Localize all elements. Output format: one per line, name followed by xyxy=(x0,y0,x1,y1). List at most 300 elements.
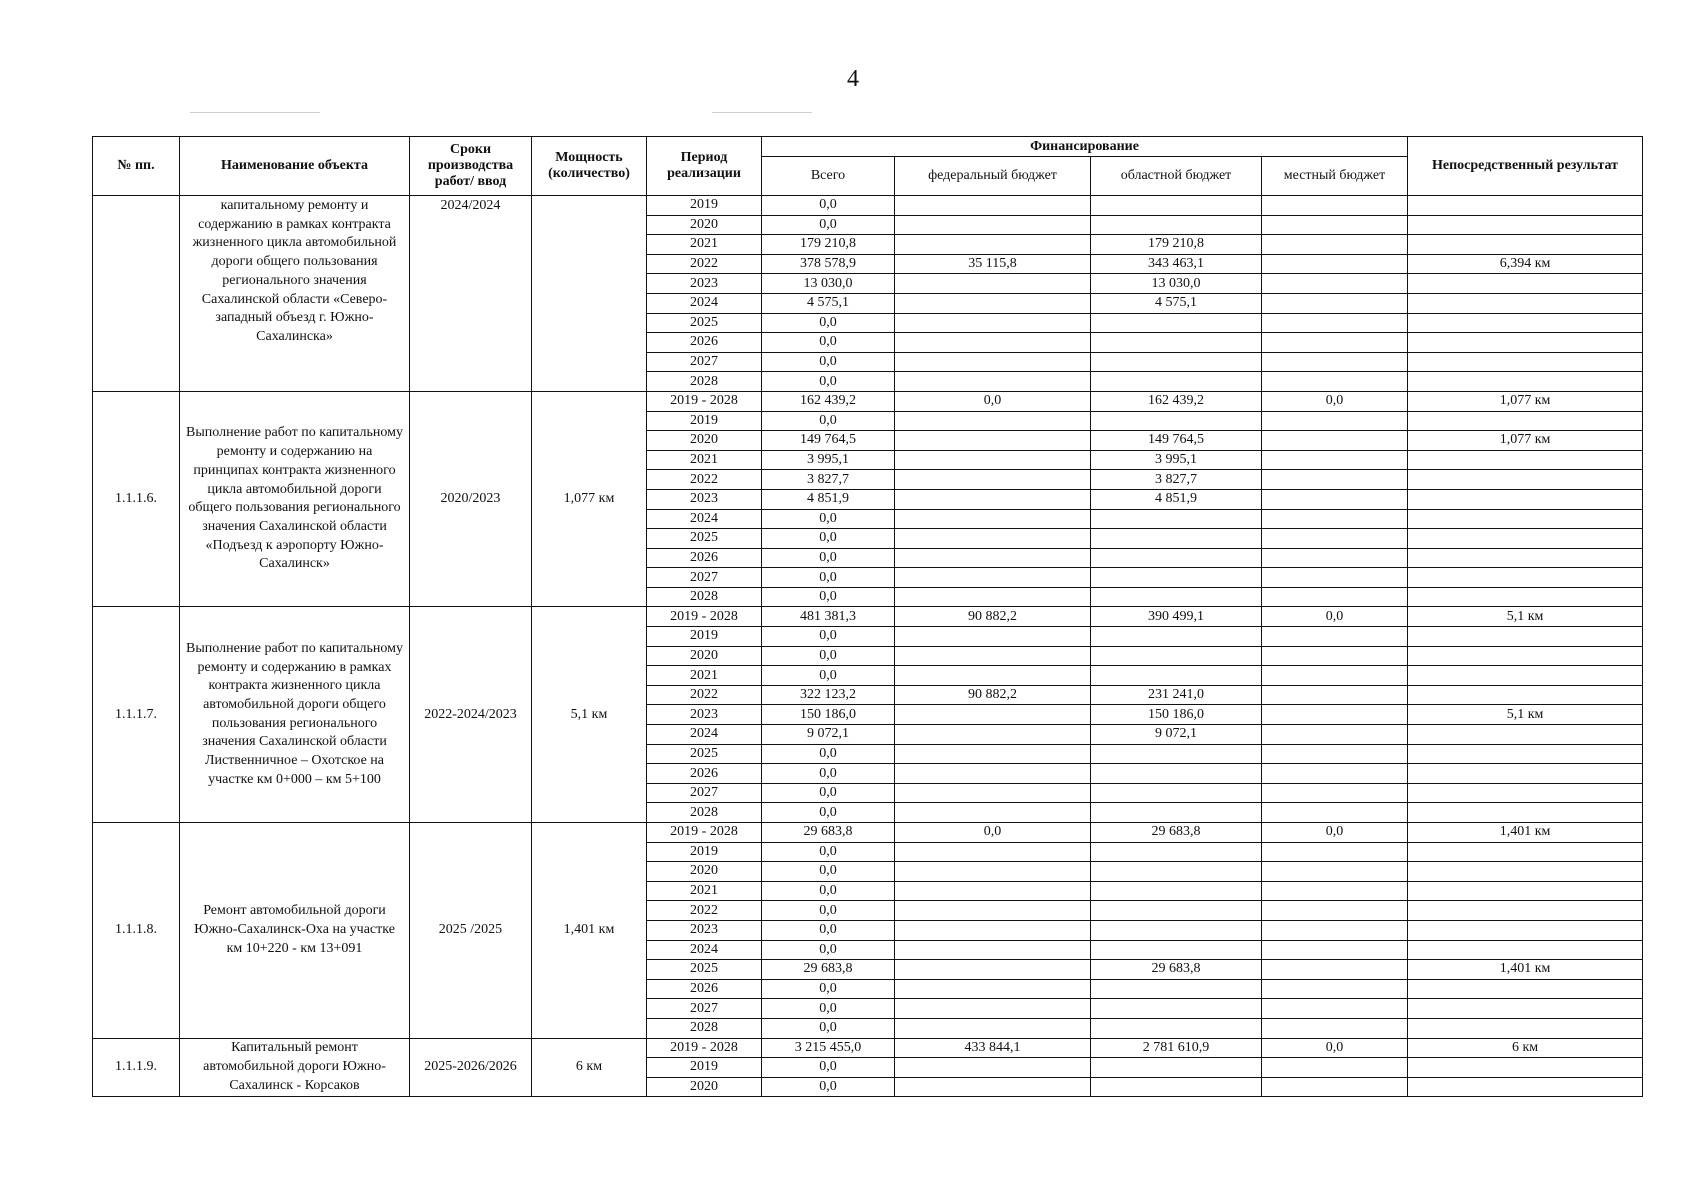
cell-period: 2024 xyxy=(647,293,762,313)
object-number: 1.1.1.6. xyxy=(93,391,180,607)
cell-federal xyxy=(895,901,1091,921)
cell-regional xyxy=(1091,764,1262,784)
cell-regional: 2 781 610,9 xyxy=(1091,1038,1262,1058)
cell-local xyxy=(1262,627,1408,647)
cell-result: 1,077 км xyxy=(1408,431,1643,451)
cell-result xyxy=(1408,627,1643,647)
page-number: 4 xyxy=(847,66,859,92)
cell-period: 2028 xyxy=(647,803,762,823)
cell-regional xyxy=(1091,881,1262,901)
cell-period: 2022 xyxy=(647,254,762,274)
cell-total: 0,0 xyxy=(762,862,895,882)
cell-total: 3 215 455,0 xyxy=(762,1038,895,1058)
cell-regional xyxy=(1091,842,1262,862)
cell-total: 0,0 xyxy=(762,411,895,431)
cell-total: 0,0 xyxy=(762,979,895,999)
cell-period: 2019 xyxy=(647,411,762,431)
object-capacity: 6 км xyxy=(532,1038,647,1097)
cell-federal xyxy=(895,744,1091,764)
scan-artifact-line xyxy=(712,112,812,113)
cell-regional xyxy=(1091,646,1262,666)
cell-result xyxy=(1408,920,1643,940)
cell-period: 2027 xyxy=(647,352,762,372)
cell-regional xyxy=(1091,862,1262,882)
cell-federal xyxy=(895,920,1091,940)
cell-period: 2020 xyxy=(647,1077,762,1097)
cell-result: 1,401 км xyxy=(1408,960,1643,980)
cell-local xyxy=(1262,1077,1408,1097)
cell-federal xyxy=(895,450,1091,470)
cell-result xyxy=(1408,372,1643,392)
cell-regional: 4 575,1 xyxy=(1091,293,1262,313)
header-regional: областной бюджет xyxy=(1091,157,1262,196)
cell-regional xyxy=(1091,940,1262,960)
cell-regional xyxy=(1091,548,1262,568)
cell-federal xyxy=(895,411,1091,431)
cell-local xyxy=(1262,372,1408,392)
cell-result: 5,1 км xyxy=(1408,705,1643,725)
cell-federal: 0,0 xyxy=(895,391,1091,411)
cell-total: 378 578,9 xyxy=(762,254,895,274)
cell-local xyxy=(1262,470,1408,490)
cell-total: 0,0 xyxy=(762,940,895,960)
cell-local xyxy=(1262,999,1408,1019)
cell-regional xyxy=(1091,783,1262,803)
header-local: местный бюджет xyxy=(1262,157,1408,196)
cell-result xyxy=(1408,1058,1643,1078)
cell-federal xyxy=(895,293,1091,313)
table-row xyxy=(93,1038,1643,1058)
cell-result xyxy=(1408,548,1643,568)
object-name: Выполнение работ по капитальному ремонту и содержанию на принципах контракта жизненного цикла автомобильной дороги общего пользования регионального значения Сахалинской области «Подъезд к аэропорту Южно-Сахалинск» xyxy=(180,391,410,607)
cell-regional xyxy=(1091,666,1262,686)
cell-federal xyxy=(895,627,1091,647)
cell-federal xyxy=(895,1018,1091,1038)
cell-federal xyxy=(895,333,1091,353)
cell-regional: 29 683,8 xyxy=(1091,960,1262,980)
cell-federal xyxy=(895,842,1091,862)
cell-total: 162 439,2 xyxy=(762,391,895,411)
cell-regional xyxy=(1091,529,1262,549)
cell-result xyxy=(1408,999,1643,1019)
cell-regional xyxy=(1091,1058,1262,1078)
header-total: Всего xyxy=(762,157,895,196)
cell-regional xyxy=(1091,509,1262,529)
cell-period: 2027 xyxy=(647,999,762,1019)
cell-result xyxy=(1408,1018,1643,1038)
cell-result: 6 км xyxy=(1408,1038,1643,1058)
cell-result xyxy=(1408,509,1643,529)
cell-local xyxy=(1262,254,1408,274)
cell-period: 2023 xyxy=(647,705,762,725)
cell-period: 2021 xyxy=(647,235,762,255)
cell-period: 2021 xyxy=(647,450,762,470)
header-federal: федеральный бюджет xyxy=(895,157,1091,196)
cell-period: 2019 xyxy=(647,196,762,216)
cell-local xyxy=(1262,842,1408,862)
cell-result xyxy=(1408,862,1643,882)
cell-regional xyxy=(1091,1018,1262,1038)
cell-local xyxy=(1262,920,1408,940)
cell-total: 0,0 xyxy=(762,999,895,1019)
cell-period: 2026 xyxy=(647,979,762,999)
cell-federal xyxy=(895,999,1091,1019)
cell-local xyxy=(1262,235,1408,255)
object-terms: 2020/2023 xyxy=(410,391,532,607)
cell-local xyxy=(1262,274,1408,294)
cell-period: 2026 xyxy=(647,764,762,784)
cell-period: 2023 xyxy=(647,489,762,509)
object-number xyxy=(93,196,180,392)
cell-result xyxy=(1408,450,1643,470)
cell-local xyxy=(1262,646,1408,666)
cell-local xyxy=(1262,725,1408,745)
cell-total: 0,0 xyxy=(762,548,895,568)
cell-result xyxy=(1408,783,1643,803)
cell-period: 2027 xyxy=(647,568,762,588)
cell-regional xyxy=(1091,920,1262,940)
cell-local: 0,0 xyxy=(1262,1038,1408,1058)
cell-total: 0,0 xyxy=(762,764,895,784)
cell-federal xyxy=(895,783,1091,803)
cell-regional: 3 827,7 xyxy=(1091,470,1262,490)
object-terms: 2025-2026/2026 xyxy=(410,1038,532,1097)
object-name: Капитальный ремонт автомобильной дороги Южно-Сахалинск - Корсаков xyxy=(180,1038,410,1097)
cell-regional: 390 499,1 xyxy=(1091,607,1262,627)
cell-local: 0,0 xyxy=(1262,607,1408,627)
cell-local xyxy=(1262,313,1408,333)
table-body xyxy=(93,196,1643,1097)
cell-result xyxy=(1408,333,1643,353)
cell-local xyxy=(1262,1018,1408,1038)
object-terms: 2022-2024/2023 xyxy=(410,607,532,823)
object-capacity: 1,077 км xyxy=(532,391,647,607)
cell-local xyxy=(1262,960,1408,980)
object-name: Ремонт автомобильной дороги Южно-Сахалинск-Оха на участке км 10+220 - км 13+091 xyxy=(180,823,410,1039)
cell-total: 0,0 xyxy=(762,1058,895,1078)
cell-period: 2022 xyxy=(647,470,762,490)
cell-regional: 4 851,9 xyxy=(1091,489,1262,509)
cell-period: 2020 xyxy=(647,431,762,451)
cell-local xyxy=(1262,548,1408,568)
cell-regional xyxy=(1091,999,1262,1019)
cell-total: 150 186,0 xyxy=(762,705,895,725)
cell-local xyxy=(1262,803,1408,823)
cell-result xyxy=(1408,1077,1643,1097)
cell-result xyxy=(1408,940,1643,960)
cell-result xyxy=(1408,881,1643,901)
cell-local xyxy=(1262,901,1408,921)
cell-period: 2025 xyxy=(647,744,762,764)
cell-total: 179 210,8 xyxy=(762,235,895,255)
object-capacity: 1,401 км xyxy=(532,823,647,1039)
cell-period: 2025 xyxy=(647,960,762,980)
cell-total: 4 851,9 xyxy=(762,489,895,509)
table-row xyxy=(93,607,1643,627)
cell-result xyxy=(1408,901,1643,921)
cell-regional xyxy=(1091,587,1262,607)
cell-federal xyxy=(895,235,1091,255)
cell-period: 2019 xyxy=(647,627,762,647)
cell-regional xyxy=(1091,803,1262,823)
cell-federal: 433 844,1 xyxy=(895,1038,1091,1058)
cell-federal xyxy=(895,470,1091,490)
cell-period: 2025 xyxy=(647,313,762,333)
cell-total: 0,0 xyxy=(762,333,895,353)
cell-result xyxy=(1408,352,1643,372)
cell-total: 3 827,7 xyxy=(762,470,895,490)
cell-result xyxy=(1408,274,1643,294)
cell-federal xyxy=(895,764,1091,784)
cell-total: 0,0 xyxy=(762,627,895,647)
cell-total: 0,0 xyxy=(762,803,895,823)
cell-result xyxy=(1408,529,1643,549)
cell-period: 2019 - 2028 xyxy=(647,823,762,843)
cell-result xyxy=(1408,587,1643,607)
cell-local xyxy=(1262,333,1408,353)
cell-period: 2022 xyxy=(647,685,762,705)
cell-result xyxy=(1408,489,1643,509)
cell-total: 322 123,2 xyxy=(762,685,895,705)
scan-artifact-line xyxy=(190,112,320,113)
cell-period: 2028 xyxy=(647,372,762,392)
cell-regional xyxy=(1091,372,1262,392)
cell-regional xyxy=(1091,627,1262,647)
cell-regional: 343 463,1 xyxy=(1091,254,1262,274)
cell-total: 9 072,1 xyxy=(762,725,895,745)
cell-local: 0,0 xyxy=(1262,823,1408,843)
cell-local xyxy=(1262,764,1408,784)
cell-period: 2019 - 2028 xyxy=(647,607,762,627)
header-period: Период реализации xyxy=(647,137,762,196)
cell-total: 0,0 xyxy=(762,842,895,862)
cell-result xyxy=(1408,842,1643,862)
cell-federal: 90 882,2 xyxy=(895,685,1091,705)
object-name: капитальному ремонту и содержанию в рамках контракта жизненного цикла автомобильной дороги общего пользования регионального значения Сахалинской области «Северо-западный объезд г. Южно-Сахалинска» xyxy=(180,196,410,392)
object-number: 1.1.1.8. xyxy=(93,823,180,1039)
cell-period: 2024 xyxy=(647,940,762,960)
cell-regional xyxy=(1091,196,1262,216)
cell-federal xyxy=(895,881,1091,901)
cell-result xyxy=(1408,725,1643,745)
cell-regional: 9 072,1 xyxy=(1091,725,1262,745)
cell-regional xyxy=(1091,333,1262,353)
cell-federal xyxy=(895,431,1091,451)
object-number: 1.1.1.9. xyxy=(93,1038,180,1097)
cell-total: 13 030,0 xyxy=(762,274,895,294)
header-num: № пп. xyxy=(93,137,180,196)
cell-result: 5,1 км xyxy=(1408,607,1643,627)
header-result: Непосредственный результат xyxy=(1408,137,1643,196)
cell-total: 0,0 xyxy=(762,587,895,607)
cell-local: 0,0 xyxy=(1262,391,1408,411)
cell-regional: 162 439,2 xyxy=(1091,391,1262,411)
cell-total: 0,0 xyxy=(762,1077,895,1097)
cell-total: 0,0 xyxy=(762,568,895,588)
cell-federal xyxy=(895,587,1091,607)
header-financing: Финансирование xyxy=(762,137,1408,157)
cell-federal xyxy=(895,725,1091,745)
cell-local xyxy=(1262,215,1408,235)
cell-period: 2028 xyxy=(647,1018,762,1038)
cell-period: 2024 xyxy=(647,725,762,745)
cell-regional xyxy=(1091,313,1262,333)
cell-regional: 13 030,0 xyxy=(1091,274,1262,294)
cell-federal xyxy=(895,352,1091,372)
cell-total: 0,0 xyxy=(762,313,895,333)
cell-result: 1,401 км xyxy=(1408,823,1643,843)
table-row xyxy=(93,391,1643,411)
cell-federal xyxy=(895,666,1091,686)
cell-regional xyxy=(1091,352,1262,372)
header-capacity: Мощность (количество) xyxy=(532,137,647,196)
cell-federal xyxy=(895,940,1091,960)
cell-regional xyxy=(1091,411,1262,431)
cell-result xyxy=(1408,979,1643,999)
cell-total: 0,0 xyxy=(762,646,895,666)
cell-regional: 29 683,8 xyxy=(1091,823,1262,843)
cell-result xyxy=(1408,293,1643,313)
cell-regional xyxy=(1091,568,1262,588)
cell-local xyxy=(1262,940,1408,960)
cell-result xyxy=(1408,196,1643,216)
cell-result xyxy=(1408,646,1643,666)
cell-local xyxy=(1262,509,1408,529)
cell-federal xyxy=(895,489,1091,509)
cell-period: 2026 xyxy=(647,548,762,568)
cell-period: 2020 xyxy=(647,215,762,235)
cell-total: 149 764,5 xyxy=(762,431,895,451)
cell-period: 2028 xyxy=(647,587,762,607)
cell-total: 0,0 xyxy=(762,901,895,921)
cell-federal xyxy=(895,803,1091,823)
cell-local xyxy=(1262,1058,1408,1078)
cell-regional: 149 764,5 xyxy=(1091,431,1262,451)
cell-local xyxy=(1262,979,1408,999)
cell-total: 0,0 xyxy=(762,372,895,392)
cell-total: 29 683,8 xyxy=(762,823,895,843)
cell-federal xyxy=(895,372,1091,392)
cell-regional: 179 210,8 xyxy=(1091,235,1262,255)
cell-period: 2027 xyxy=(647,783,762,803)
cell-period: 2023 xyxy=(647,920,762,940)
cell-local xyxy=(1262,705,1408,725)
cell-regional xyxy=(1091,215,1262,235)
cell-total: 3 995,1 xyxy=(762,450,895,470)
cell-federal xyxy=(895,960,1091,980)
cell-federal xyxy=(895,313,1091,333)
cell-federal xyxy=(895,196,1091,216)
cell-federal xyxy=(895,509,1091,529)
cell-total: 0,0 xyxy=(762,352,895,372)
cell-local xyxy=(1262,529,1408,549)
cell-total: 0,0 xyxy=(762,215,895,235)
cell-local xyxy=(1262,411,1408,431)
financing-table xyxy=(92,136,1643,1097)
cell-result xyxy=(1408,568,1643,588)
cell-period: 2021 xyxy=(647,881,762,901)
cell-period: 2019 xyxy=(647,1058,762,1078)
cell-federal: 90 882,2 xyxy=(895,607,1091,627)
cell-local xyxy=(1262,431,1408,451)
cell-federal xyxy=(895,548,1091,568)
cell-regional xyxy=(1091,744,1262,764)
cell-total: 0,0 xyxy=(762,881,895,901)
cell-period: 2026 xyxy=(647,333,762,353)
cell-regional: 150 186,0 xyxy=(1091,705,1262,725)
cell-local xyxy=(1262,352,1408,372)
cell-period: 2025 xyxy=(647,529,762,549)
cell-regional xyxy=(1091,901,1262,921)
cell-result xyxy=(1408,685,1643,705)
cell-result xyxy=(1408,215,1643,235)
cell-result xyxy=(1408,803,1643,823)
cell-result xyxy=(1408,411,1643,431)
cell-regional: 3 995,1 xyxy=(1091,450,1262,470)
cell-local xyxy=(1262,783,1408,803)
header-terms: Сроки производства работ/ ввод xyxy=(410,137,532,196)
object-capacity: 5,1 км xyxy=(532,607,647,823)
cell-period: 2020 xyxy=(647,862,762,882)
cell-total: 0,0 xyxy=(762,529,895,549)
object-number: 1.1.1.7. xyxy=(93,607,180,823)
cell-local xyxy=(1262,666,1408,686)
cell-federal xyxy=(895,529,1091,549)
cell-regional: 231 241,0 xyxy=(1091,685,1262,705)
cell-local xyxy=(1262,450,1408,470)
cell-federal xyxy=(895,862,1091,882)
cell-federal xyxy=(895,274,1091,294)
cell-federal xyxy=(895,215,1091,235)
cell-federal xyxy=(895,1058,1091,1078)
cell-federal xyxy=(895,979,1091,999)
table-row xyxy=(93,196,1643,216)
cell-regional xyxy=(1091,1077,1262,1097)
table-row xyxy=(93,823,1643,843)
cell-total: 481 381,3 xyxy=(762,607,895,627)
cell-total: 0,0 xyxy=(762,196,895,216)
cell-federal: 35 115,8 xyxy=(895,254,1091,274)
cell-result xyxy=(1408,235,1643,255)
object-terms: 2024/2024 xyxy=(410,196,532,392)
cell-period: 2019 - 2028 xyxy=(647,1038,762,1058)
cell-period: 2021 xyxy=(647,666,762,686)
cell-result: 6,394 км xyxy=(1408,254,1643,274)
cell-total: 29 683,8 xyxy=(762,960,895,980)
cell-period: 2024 xyxy=(647,509,762,529)
cell-local xyxy=(1262,881,1408,901)
cell-period: 2019 - 2028 xyxy=(647,391,762,411)
cell-federal xyxy=(895,705,1091,725)
cell-period: 2023 xyxy=(647,274,762,294)
cell-result xyxy=(1408,313,1643,333)
cell-total: 4 575,1 xyxy=(762,293,895,313)
cell-period: 2019 xyxy=(647,842,762,862)
cell-federal: 0,0 xyxy=(895,823,1091,843)
cell-federal xyxy=(895,568,1091,588)
cell-total: 0,0 xyxy=(762,920,895,940)
cell-total: 0,0 xyxy=(762,783,895,803)
cell-total: 0,0 xyxy=(762,666,895,686)
cell-local xyxy=(1262,489,1408,509)
cell-local xyxy=(1262,196,1408,216)
cell-local xyxy=(1262,744,1408,764)
object-name: Выполнение работ по капитальному ремонту и содержанию в рамках контракта жизненного цикла автомобильной дороги общего пользования регионального значения Сахалинской области Лиственничное – Охотское на участке км 0+000 – км 5+100 xyxy=(180,607,410,823)
header-name: Наименование объекта xyxy=(180,137,410,196)
cell-result xyxy=(1408,470,1643,490)
cell-regional xyxy=(1091,979,1262,999)
cell-total: 0,0 xyxy=(762,509,895,529)
